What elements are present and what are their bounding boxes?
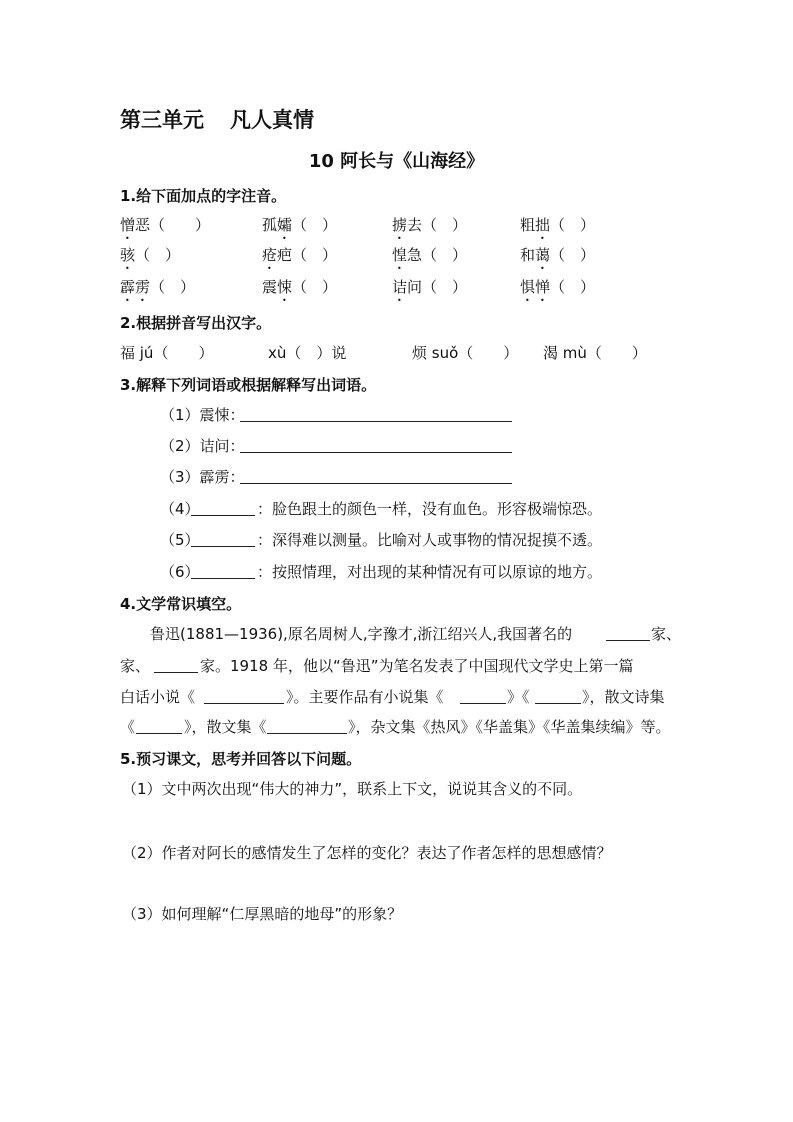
dotted-character: 惧惮	[520, 278, 551, 296]
unit-number: 第三单元	[120, 108, 204, 132]
q5-question-2: （2）作者对阿长的感情发生了怎样的变化？表达了作者怎样的思想感情？	[122, 844, 612, 862]
dotted-character: 孀	[277, 216, 293, 234]
q1-item-text: 孤	[262, 216, 278, 234]
q1-item-text: 去（ ）	[407, 216, 468, 234]
q3-item-4-text: ：脸色跟土的颜色一样，没有血色。形容极端惊恐。	[257, 500, 603, 518]
q4-blank-3[interactable]	[204, 703, 284, 704]
q1-item	[392, 244, 467, 273]
q1-item	[520, 214, 595, 243]
lesson-title: 10 阿长与《山海经》	[308, 151, 485, 172]
q4-blank-6[interactable]	[136, 733, 182, 734]
q1-item-text: 疤（ ）	[277, 246, 338, 264]
dotted-character: 疮	[262, 246, 278, 264]
unit-theme: 凡人真情	[230, 108, 314, 132]
q3-item-2-label: （2）诘问：	[160, 437, 245, 455]
q3-item-4-label: （4）	[160, 500, 200, 518]
q3-answer-line-3[interactable]	[240, 483, 512, 484]
q1-item	[120, 276, 195, 305]
q5-question-3: （3）如何理解“仁厚黑暗的地母”的形象？	[122, 905, 403, 923]
q1-item	[262, 214, 337, 243]
q3-blank-6[interactable]	[191, 578, 255, 579]
q3-blank-4[interactable]	[191, 515, 255, 516]
q3-answer-line-2[interactable]	[240, 452, 512, 453]
unit-title	[120, 104, 314, 134]
q4-line-3a: 白话小说《	[120, 688, 196, 706]
q1-item	[392, 214, 467, 243]
q4-line-4b: 》，散文集《	[184, 718, 267, 736]
q1-item-text: 问（ ）	[407, 278, 468, 296]
q4-blank-2[interactable]	[154, 672, 198, 673]
q1-item	[520, 276, 595, 305]
q4-line-3b: 》。主要作品有小说集《	[286, 688, 444, 706]
dotted-character: 诘	[392, 278, 408, 296]
q1-item-text: （ ）	[550, 278, 596, 296]
q1-item-text: （ ）	[292, 216, 338, 234]
q5-question-1: （1）文中两次出现“伟大的神力”，联系上下文，说说其含义的不同。	[122, 780, 583, 798]
q1-item	[392, 276, 467, 305]
q3-item-5-text: ：深得难以测量。比喻对人或事物的情况捉摸不透。	[257, 531, 603, 549]
q1-item	[120, 244, 180, 273]
q4-line-4a: 《	[120, 718, 136, 736]
dotted-character: 拙	[535, 216, 551, 234]
q1-item	[262, 276, 337, 305]
q3-blank-5[interactable]	[191, 546, 255, 547]
dotted-character: 掳	[392, 216, 408, 234]
q1-item-text: （ ）	[292, 278, 338, 296]
q1-item-text: 恶（ ）	[135, 216, 211, 234]
q1-item-text: 急（ ）	[407, 246, 468, 264]
dotted-character: 悚	[277, 278, 293, 296]
dotted-character: 惶	[392, 246, 408, 264]
q4-line-2a: 家、	[120, 657, 151, 675]
q2-heading: 2.根据拼音写出汉字。	[120, 314, 272, 332]
q1-item	[520, 244, 595, 273]
q4-line-3d: 》，散文诗集	[582, 688, 665, 706]
q1-item-text: （ ）	[550, 246, 596, 264]
q2-item-1: 福 jú（ ）	[120, 344, 214, 362]
q2-item-2: xù（ ）说	[268, 344, 347, 362]
q4-heading: 4.文学常识填空。	[120, 595, 242, 613]
q3-heading: 3.解释下列词语或根据解释写出词语。	[120, 376, 377, 394]
q4-line-1b: 家、	[651, 625, 682, 643]
q4-line-2b: 家。1918 年，他以“鲁迅”为笔名发表了中国现代文学史上第一篇	[200, 657, 634, 675]
q4-blank-4[interactable]	[460, 703, 506, 704]
q5-heading: 5.预习课文，思考并回答以下问题。	[120, 750, 362, 768]
q1-item-text: 粗	[520, 216, 536, 234]
q4-blank-1[interactable]	[606, 640, 650, 641]
q4-blank-5[interactable]	[535, 703, 581, 704]
q1-item-text: （ ）	[550, 216, 596, 234]
q3-answer-line-1[interactable]	[240, 421, 512, 422]
q1-item-text: （ ）	[150, 278, 196, 296]
q1-item	[262, 244, 337, 273]
q1-item-text: 震	[262, 278, 278, 296]
q2-item-4: 渴 mù（ ）	[543, 344, 647, 362]
dotted-character: 憎	[120, 216, 136, 234]
q1-item-text: （ ）	[135, 246, 181, 264]
q3-item-6-label: （6）	[160, 563, 200, 581]
q3-item-5-label: （5）	[160, 531, 200, 549]
q3-item-1-label: （1）震悚：	[160, 406, 245, 424]
q2-item-3: 烦 suǒ（ ）	[412, 344, 519, 362]
q1-item-text: 和	[520, 246, 536, 264]
dotted-character: 霹雳	[120, 278, 151, 296]
dotted-character: 蔼	[535, 246, 551, 264]
dotted-character: 骇	[120, 246, 136, 264]
q3-item-3-label: （3）霹雳：	[160, 468, 245, 486]
q1-heading: 1.给下面加点的字注音。	[120, 187, 287, 205]
q4-line-3c: 》《	[507, 688, 530, 706]
q3-item-6-text: ：按照情理，对出现的某种情况有可以原谅的地方。	[257, 563, 603, 581]
q4-line-4c: 》，杂文集《热风》《华盖集》《华盖集续编》等。	[348, 718, 671, 736]
q4-blank-7[interactable]	[267, 733, 347, 734]
q4-line-1a: 鲁迅(1881—1936),原名周树人,字豫才,浙江绍兴人,我国著名的	[150, 625, 573, 643]
q1-item	[120, 214, 210, 243]
